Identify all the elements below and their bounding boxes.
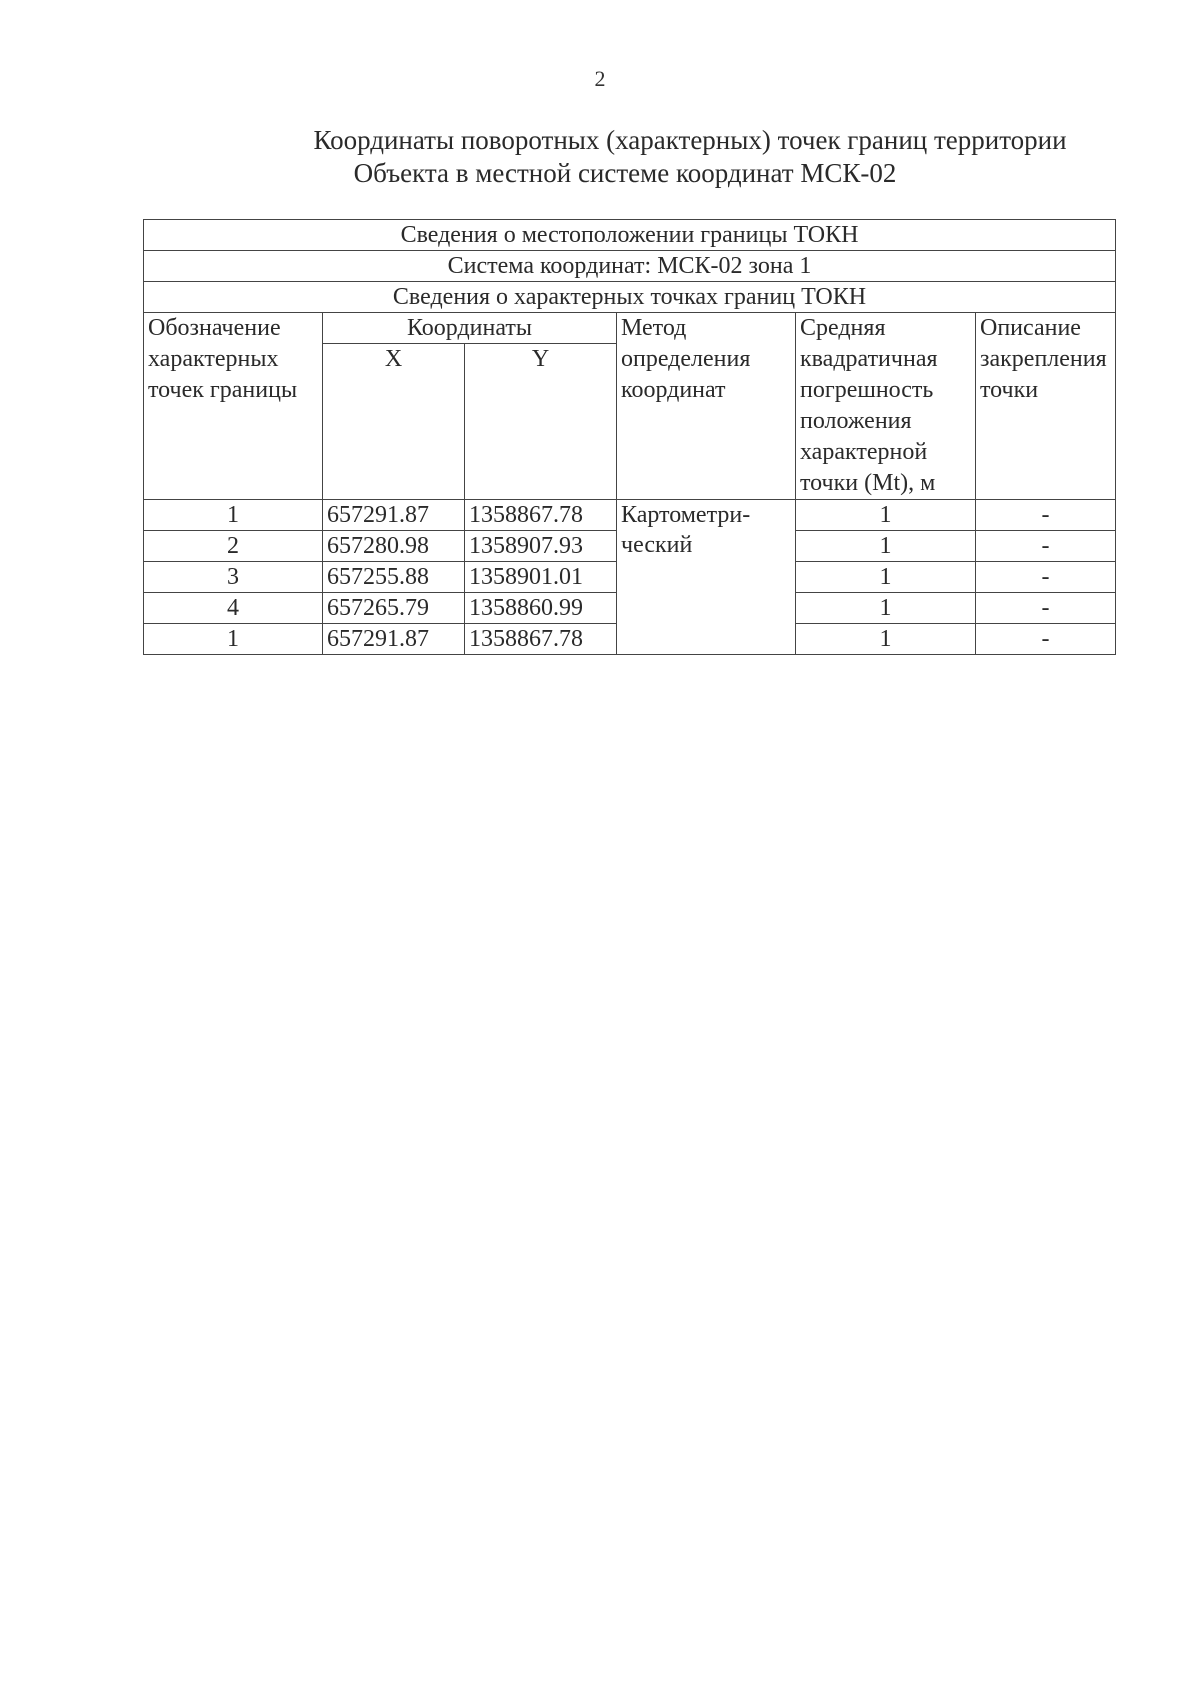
column-header-x: X [323, 344, 465, 500]
column-header-error: Средняя квадратичная погрешность положения характерной точки (Mt), м [796, 313, 976, 500]
table-header-points-info: Сведения о характерных точках границ ТОКН [144, 282, 1116, 313]
cell-point: 1 [144, 624, 323, 655]
cell-error: 1 [796, 624, 976, 655]
column-header-description: Описание закрепления точки [976, 313, 1116, 500]
cell-point: 1 [144, 500, 323, 531]
cell-y: 1358867.78 [465, 624, 617, 655]
column-header-method: Метод определения координат [617, 313, 796, 500]
title-line-2: Объекта в местной системе координат МСК-02 [353, 158, 897, 188]
cell-point: 2 [144, 531, 323, 562]
cell-description: - [976, 531, 1116, 562]
table-header-location: Сведения о местоположении границы ТОКН [144, 220, 1116, 251]
cell-point: 4 [144, 593, 323, 624]
table-header-coordinate-system: Система координат: МСК-02 зона 1 [144, 251, 1116, 282]
cell-description: - [976, 593, 1116, 624]
cell-point: 3 [144, 562, 323, 593]
cell-y: 1358907.93 [465, 531, 617, 562]
column-header-coordinates: Координаты [323, 313, 617, 344]
cell-error: 1 [796, 500, 976, 531]
cell-x: 657265.79 [323, 593, 465, 624]
cell-method: Картометри-ческий [617, 500, 796, 655]
cell-error: 1 [796, 593, 976, 624]
cell-y: 1358901.01 [465, 562, 617, 593]
cell-description: - [976, 624, 1116, 655]
cell-x: 657280.98 [323, 531, 465, 562]
cell-y: 1358867.78 [465, 500, 617, 531]
title-line-1: Координаты поворотных (характерных) точек границ территории [313, 125, 1067, 155]
cell-description: - [976, 500, 1116, 531]
cell-x: 657255.88 [323, 562, 465, 593]
cell-error: 1 [796, 531, 976, 562]
document-title [0, 124, 1200, 190]
coordinates-table [143, 219, 1116, 655]
cell-x: 657291.87 [323, 500, 465, 531]
column-header-point: Обозначение характерных точек границы [144, 313, 323, 500]
cell-y: 1358860.99 [465, 593, 617, 624]
column-header-y: Y [465, 344, 617, 500]
page-number: 2 [594, 66, 606, 91]
cell-description: - [976, 562, 1116, 593]
cell-error: 1 [796, 562, 976, 593]
table-row [144, 500, 1116, 531]
cell-x: 657291.87 [323, 624, 465, 655]
